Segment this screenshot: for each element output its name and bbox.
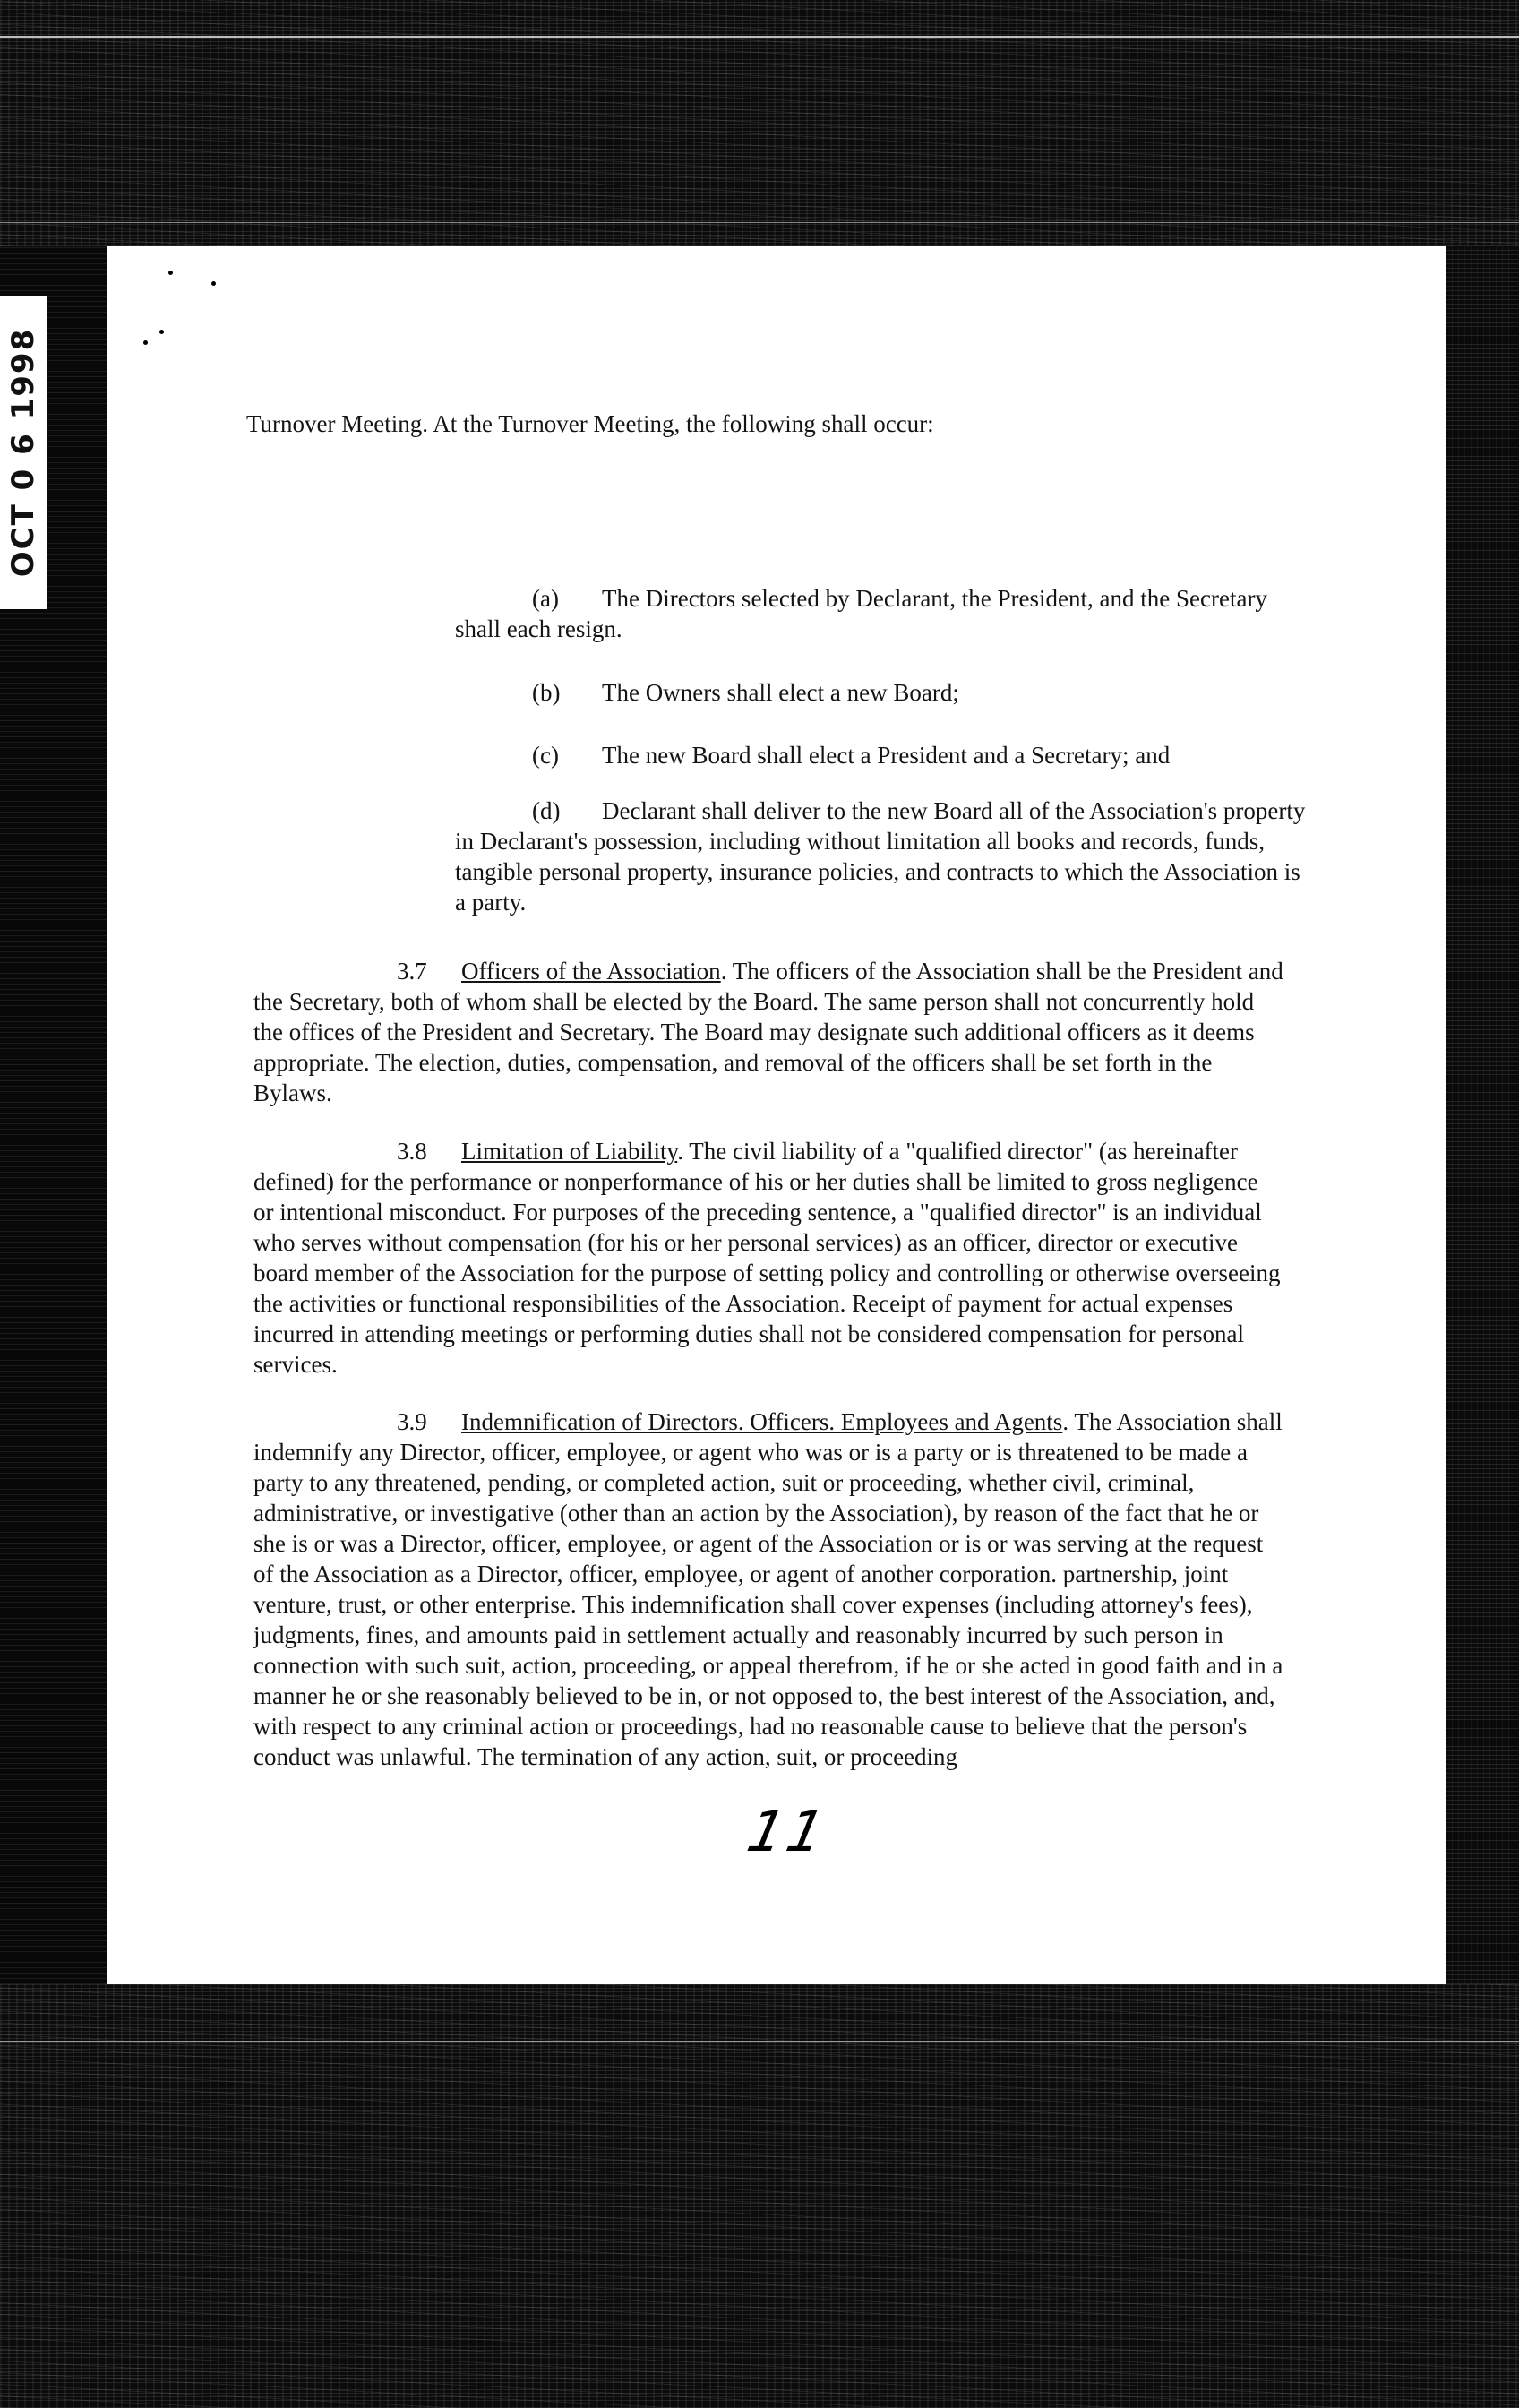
list-item-text: The Owners shall elect a new Board; [602,679,959,706]
scan-border-bottom [0,1984,1519,2408]
turnover-heading: Turnover Meeting. At the Turnover Meeting, the following shall occur: [246,410,934,437]
section-body: . The Association shall indemnify any Director, officer, employee, or agent who was or is a party or is threatened to be made a party to any threatened, pending, or completed action, suit or proceeding, whether civil, criminal, administrative, or investigative (other than an action by the Association), by reason of the fact that he or she is or was a Director, officer, employee, or agent of the Association or is or was serving at the request of the Association as a Director, officer, employee, or agent of another corporation. partnership, joint venture, trust, or other enterprise. This indemnification shall cover expenses (including attorney's fees), judgments, fines, and amounts paid in settlement actually and reasonably incurred by such person in connection with such suit, action, proceeding, or appeal therefrom, if he or she acted in good faith and in a manner he or she reasonably believed to be in, or not opposed to, the best interest of the Association, and, with respect to any criminal action or proceedings, had no reasonable cause to believe that the person's conduct was unlawful. The termination of any action, suit, or proceeding [253,1408,1283,1770]
section-title: Indemnification of Directors. Officers. Employees and Agents [461,1408,1063,1435]
list-item-text: The Directors selected by Declarant, the President, and the Secretary shall each resign. [455,585,1267,642]
section-number: 3.7 [397,958,427,985]
section-3-9 [253,1406,1283,1772]
list-item-text: Declarant shall deliver to the new Board all of the Association's property in Declarant's possession, including without limitation all books and records, funds, tangible personal property, insurance policies, and contracts to which the Association is a party. [455,797,1306,916]
list-item-label: (a) [532,585,559,612]
list-item-label: (c) [532,742,559,769]
list-item-text: The new Board shall elect a President and a Secretary; and [602,742,1171,769]
speck [211,281,216,286]
speck [143,340,148,345]
speck [168,271,173,275]
list-item-label: (d) [532,797,561,824]
section-body: . The civil liability of a "qualified director" (as hereinafter defined) for the performance or nonperformance of his or her duties shall be limited to gross negligence or intentional misconduct. For purposes of the preceding sentence, a "qualified director" is an individual who serves without compensation (for his or her personal services) as an officer, director or executive board member of the Association for the purpose of setting policy and controlling or otherwise overseeing the activities or functional responsibilities of the Association. Receipt of payment for actual expenses incurred in attending meetings or performing duties shall not be considered compensation for personal services. [253,1138,1281,1378]
list-item-a [455,583,1306,644]
page-number: 11 [742,1799,834,1864]
scan-line [0,222,1519,223]
list-item-b [532,677,1302,708]
section-title: Officers of the Association [461,958,721,985]
list-item-label: (b) [532,679,561,706]
section-body: . The officers of the Association shall be the President and the Secretary, both of whom shall be elected by the Board. The same person shall not concurrently hold the offices of the President and Secretary. The Board may designate such additional officers as it deems appropriate. The election, duties, compensation, and removal of the officers shall be set forth in the Bylaws. [253,958,1283,1106]
section-title: Limitation of Liability [461,1138,678,1165]
list-item-d [455,796,1306,917]
section-number: 3.8 [397,1138,427,1165]
section-3-7 [253,956,1283,1108]
scan-border-right [1446,246,1519,1984]
section-number: 3.9 [397,1408,427,1435]
section-3-8 [253,1136,1283,1380]
list-item-c [532,740,1302,770]
scan-line [0,36,1519,38]
date-stamp: OCT 0 6 1998 [5,327,41,578]
scan-line [0,2041,1519,2042]
speck [159,330,164,334]
